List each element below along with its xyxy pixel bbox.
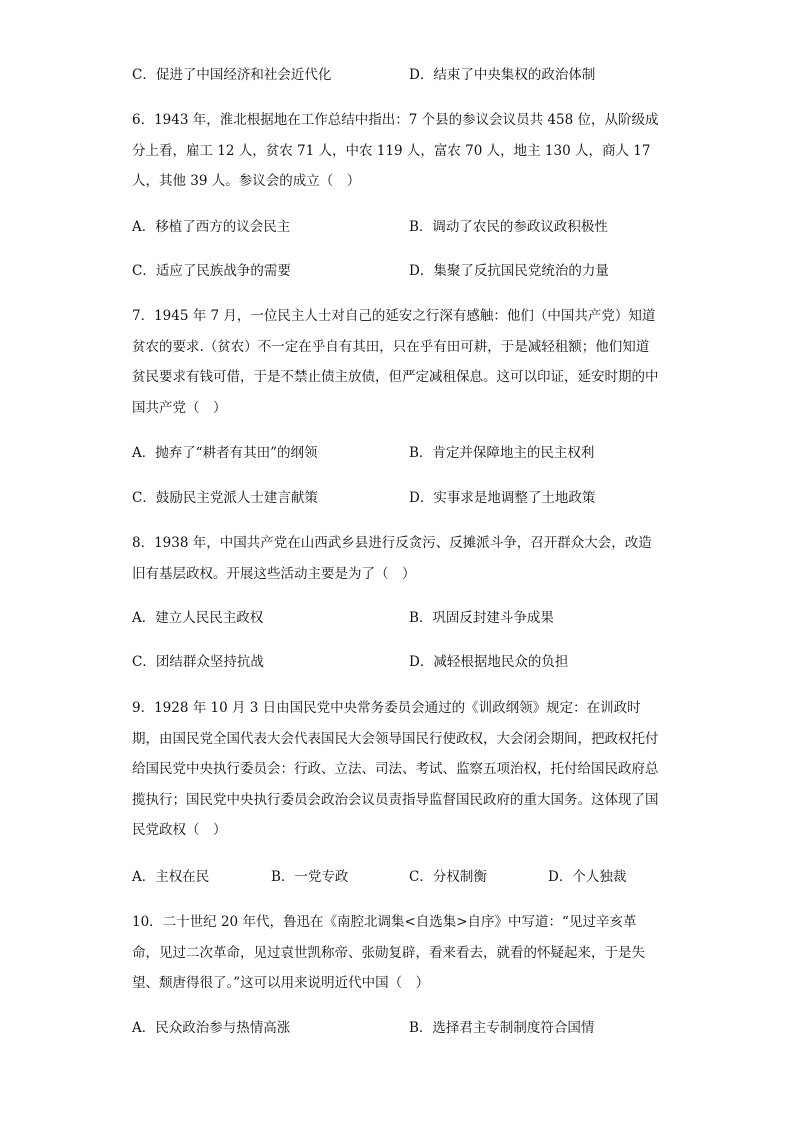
q6-option-c[interactable]: C．适应了民族战争的需要 <box>132 263 291 279</box>
q10-stem: 10．二十世纪 20 年代，鲁迅在《南腔北调集<自选集>自序》中写道：“见过辛亥革命，见过二次革命，见过袁世凯称帝、张勋复辟，看来看去，就看的怀疑起来，于是失望、颓唐得很了。”这可以用来说明近代中国（ ） <box>132 914 645 991</box>
q10-option-a[interactable]: A．民众政治参与热情高涨 <box>132 1020 291 1036</box>
q8-option-a[interactable]: A．建立人民民主政权 <box>132 610 264 626</box>
question-6-options-row-2 <box>132 260 662 282</box>
q9-stem: 9．1928 年 10 月 3 日由国民党中央常务委员会通过的《训政纲领》规定：在训政时期，由国民党全国代表大会代表国民大会领导国民行使政权，大会闭会期间，把政权托付给国民党中央执行委员会：行政、立法、司法、考试、监察五项治权，托付给国民政府总揽执行；国民党中央执行委员会政治会议员责指导监督国民政府的重大国务。这体现了国民党政权（ ） <box>132 700 659 838</box>
question-7-options-row-1 <box>132 442 662 464</box>
question-10 <box>132 907 662 999</box>
q5-option-c[interactable]: C．促进了中国经济和社会近代化 <box>132 67 332 83</box>
q9-option-c[interactable]: C．分权制衡 <box>409 869 487 885</box>
q7-option-c[interactable]: C．鼓励民主党派人士建言献策 <box>132 490 318 506</box>
q5-option-d[interactable]: D．结束了中央集权的政治体制 <box>409 67 596 83</box>
q8-stem: 8．1938 年，中国共产党在山西武乡县进行反贪污、反摊派斗争，召开群众大会，改造旧有基层政权。开展这些活动主要是为了（ ） <box>132 535 652 582</box>
question-6-options-row-1 <box>132 216 662 238</box>
q8-option-d[interactable]: D．减轻根据地民众的负担 <box>409 654 569 670</box>
q9-option-d[interactable]: D．个人独裁 <box>548 869 627 885</box>
q6-option-d[interactable]: D．集聚了反抗国民党统治的力量 <box>409 263 609 279</box>
q7-option-b[interactable]: B．肯定并保障地主的民主权利 <box>409 445 595 461</box>
q9-option-b[interactable]: B．一党专政 <box>271 869 349 885</box>
question-6 <box>132 105 662 197</box>
question-8-options-row-1 <box>132 607 662 629</box>
question-8-options-row-2 <box>132 651 662 673</box>
question-10-options-row-1 <box>132 1017 662 1039</box>
q8-option-b[interactable]: B．巩固反封建斗争成果 <box>409 610 554 626</box>
q6-option-b[interactable]: B．调动了农民的参政议政积极性 <box>409 219 608 235</box>
question-9-options <box>132 866 662 888</box>
question-7 <box>132 301 662 423</box>
q9-option-a[interactable]: A．主权在民 <box>132 869 210 885</box>
q6-stem: 6．1943 年，淮北根据地在工作总结中指出：7 个县的参议会议员共 458 位，从阶级成分上看，雇工 12 人，贫农 71 人，中农 119 人，富农 70 人，地主 130 人，商人 17 人，其他 39 人。参议会的成立（ ） <box>132 112 659 189</box>
q7-option-a[interactable]: A．抛弃了“耕者有其田”的纲领 <box>132 445 318 461</box>
q8-option-c[interactable]: C．团结群众坚持抗战 <box>132 654 264 670</box>
q7-option-d[interactable]: D．实事求是地调整了土地政策 <box>409 490 596 506</box>
question-9 <box>132 693 662 846</box>
q7-stem: 7．1945 年 7 月，一位民主人士对自己的延安之行深有感触：他们（中国共产党）知道贫农的要求.（贫农）不一定在乎自有其田，只在乎有田可耕，于是减轻租额；他们知道贫民要求有钱可借，于是不禁止债主放债，但严定减租保息。这可以印证，延安时期的中国共产党（ ） <box>132 308 659 416</box>
question-8 <box>132 528 662 589</box>
q10-option-b[interactable]: B．选择君主专制制度符合国情 <box>409 1020 595 1036</box>
question-5-options <box>132 64 662 86</box>
q6-option-a[interactable]: A．移植了西方的议会民主 <box>132 219 291 235</box>
question-7-options-row-2 <box>132 487 662 509</box>
